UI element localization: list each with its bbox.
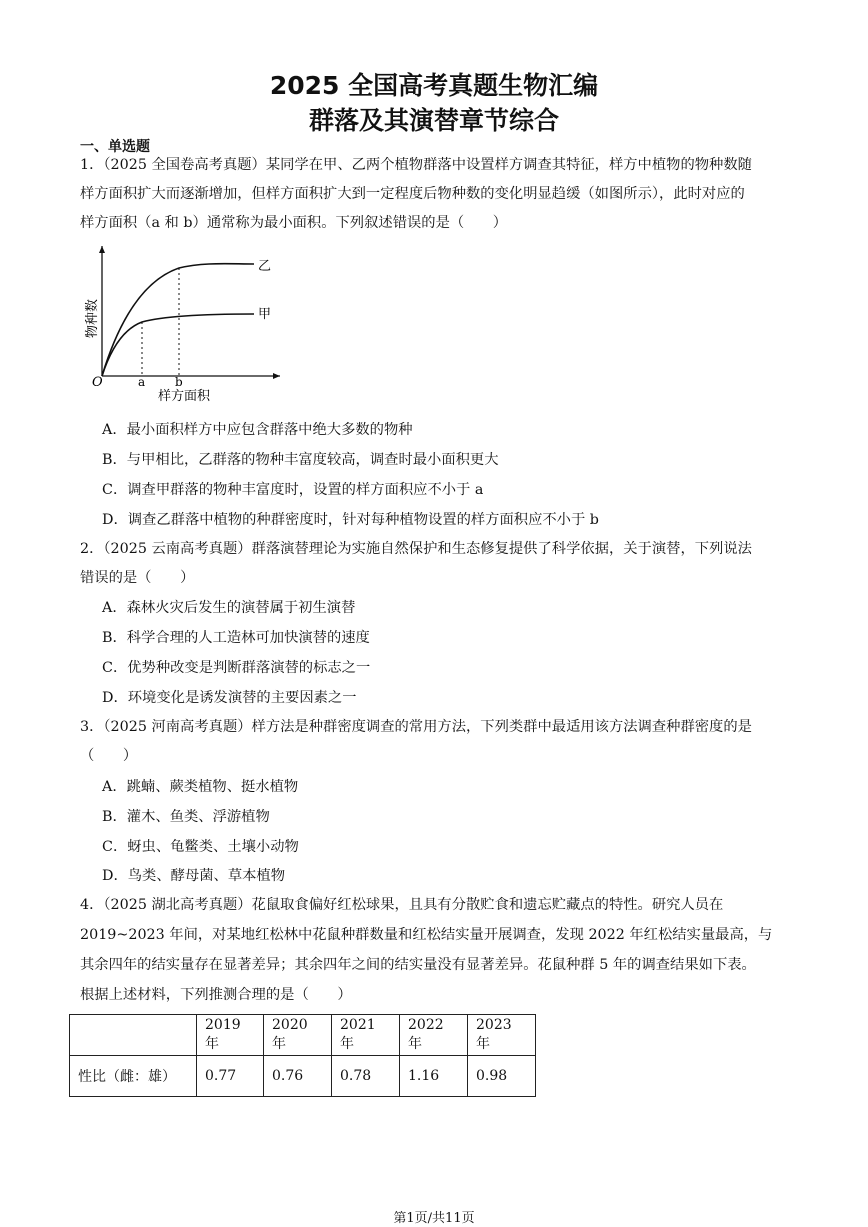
x-axis-label: 样方面积 — [158, 389, 211, 404]
table-row — [70, 1056, 536, 1097]
curve-jia — [102, 314, 254, 376]
question-1-line-1: 1．（2025 全国卷高考真题）某同学在甲、乙两个植物群落中设置样方调查其特征，样方中植物的物种数随 — [80, 157, 752, 173]
question-4-line-4: 根据上述材料，下列推测合理的是（ ） — [80, 987, 352, 1003]
y-axis-label: 物种数 — [85, 298, 100, 338]
question-2-option-b: B．科学合理的人工造林可加快演替的速度 — [102, 630, 370, 646]
table-row-label: 性比（雌：雄） — [70, 1056, 197, 1097]
table-header-cell — [70, 1015, 197, 1056]
page-subtitle: 群落及其演替章节综合 — [308, 106, 559, 135]
page-footer: 第1页/共11页 — [393, 1211, 475, 1226]
x-axis-arrow — [273, 373, 280, 379]
section-heading: 一、单选题 — [80, 139, 150, 155]
table-cell: 0.98 — [468, 1056, 536, 1097]
question-2-line-1: 2．（2025 云南高考真题）群落演替理论为实施自然保护和生态修复提供了科学依据，关于演替，下列说法 — [80, 541, 752, 557]
question-3-option-a: A．跳蝻、蕨类植物、挺水植物 — [102, 779, 299, 795]
question-4-line-3: 其余四年的结实量存在显著差异；其余四年之间的结实量没有显著差异。花鼠种群 5 年的调查结果如下表。 — [80, 957, 756, 973]
page-title: 2025 全国高考真题生物汇编 — [269, 71, 599, 100]
curve-yi — [102, 264, 254, 376]
question-1-line-2: 样方面积扩大而逐渐增加，但样方面积扩大到一定程度后物种数的变化明显趋缓（如图所示），此时对应的 — [80, 186, 745, 202]
table-cell: 0.76 — [264, 1056, 332, 1097]
table-header-row — [70, 1015, 536, 1056]
y-axis-arrow — [99, 246, 105, 253]
question-3-option-c: C．蚜虫、龟鳖类、土壤小动物 — [102, 839, 299, 855]
table-header-cell: 2020 年 — [264, 1015, 332, 1056]
question-2-line-2: 错误的是（ ） — [80, 570, 195, 586]
curve-jia-label: 甲 — [258, 307, 272, 322]
question-3-line-2: （ ） — [80, 748, 138, 764]
sex-ratio-table — [69, 1014, 536, 1097]
table-cell: 1.16 — [400, 1056, 468, 1097]
table-header-cell: 2019 年 — [197, 1015, 264, 1056]
table-cell: 0.78 — [332, 1056, 400, 1097]
question-2-option-d: D．环境变化是诱发演替的主要因素之一 — [102, 690, 357, 706]
question-1-option-b: B．与甲相比，乙群落的物种丰富度较高，调查时最小面积更大 — [102, 452, 499, 468]
question-3-option-d: D．鸟类、酵母菌、草本植物 — [102, 868, 286, 884]
curve-yi-label: 乙 — [258, 259, 272, 274]
question-1-option-c: C．调查甲群落的物种丰富度时，设置的样方面积应不小于 a — [102, 482, 484, 498]
question-3-option-b: B．灌木、鱼类、浮游植物 — [102, 809, 270, 825]
table-header-cell: 2023 年 — [468, 1015, 536, 1056]
question-2-option-c: C．优势种改变是判断群落演替的标志之一 — [102, 660, 371, 676]
question-4-line-2: 2019~2023 年间，对某地红松林中花鼠种群数量和红松结实量开展调查，发现 2022 年红松结实量最高，与 — [80, 927, 773, 943]
question-4-line-1: 4．（2025 湖北高考真题）花鼠取食偏好红松球果，且具有分散贮食和遗忘贮藏点的特性。研究人员在 — [80, 897, 724, 913]
question-1-option-d: D．调查乙群落中植物的种群密度时，针对每种植物设置的样方面积应不小于 b — [102, 512, 599, 528]
question-1-option-a: A．最小面积样方中应包含群落中绝大多数的物种 — [102, 422, 413, 438]
question-1-line-3: 样方面积（a 和 b）通常称为最小面积。下列叙述错误的是（ ） — [80, 215, 508, 231]
table-header-cell: 2021 年 — [332, 1015, 400, 1056]
question-3-line-1: 3．（2025 河南高考真题）样方法是种群密度调查的常用方法，下列类群中最适用该方法调查种群密度的是 — [80, 719, 752, 735]
species-area-graph — [84, 240, 284, 405]
table-cell: 0.77 — [197, 1056, 264, 1097]
table-header-cell: 2022 年 — [400, 1015, 468, 1056]
question-2-option-a: A．森林火灾后发生的演替属于初生演替 — [102, 600, 356, 616]
tick-b-label: b — [175, 375, 183, 389]
origin-label: O — [92, 375, 103, 390]
tick-a-label: a — [138, 375, 146, 389]
